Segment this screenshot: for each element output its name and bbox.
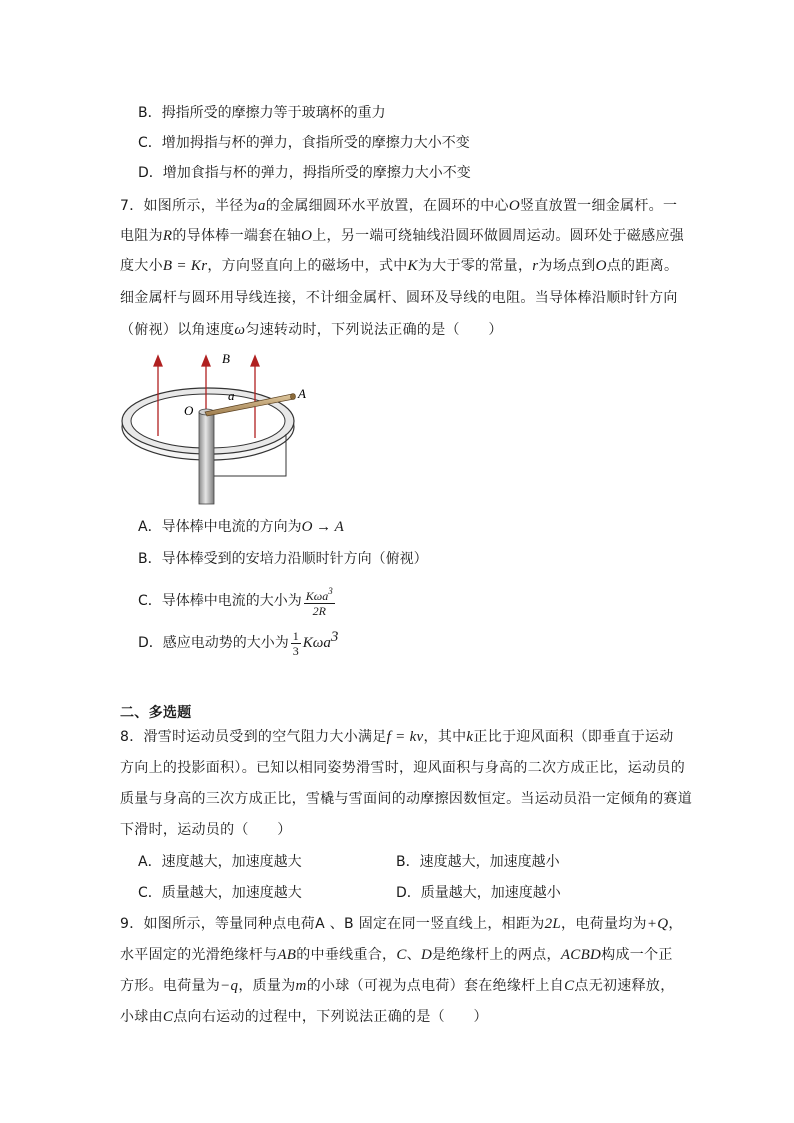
- q7-line-1: 7．如图所示，半径为a的金属细圆环水平放置，在圆环的中心O竖直放置一细金属杆。一: [120, 198, 678, 214]
- section-heading: 二、多选题: [120, 705, 192, 721]
- q8-line-3: 质量与身高的三次方成正比，雪橇与雪面间的动摩擦因数恒定。当运动员沿一定倾角的赛道: [120, 791, 692, 807]
- q6-option-b: B．拇指所受的摩擦力等于玻璃杯的重力: [138, 105, 386, 121]
- metal-rod: [199, 409, 214, 504]
- q7-line-2: 电阻为R的导体棒一端套在轴O上，另一端可绕轴线沿圆环做圆周运动。圆环处于磁感应强: [120, 228, 685, 244]
- q7-line-3: 度大小B = Kr，方向竖直向上的磁场中，式中K为大于零的常量，r为场点到O点的距离。: [120, 258, 679, 274]
- option-c-fraction: $\frac{K\omega a^3}{2R}$: [305, 586, 333, 618]
- formula-f-kv: f = kv: [386, 729, 424, 745]
- q8-option-a: A．速度越大，加速度越大: [138, 854, 302, 870]
- q8-option-d: D．质量越大，加速度越小: [396, 885, 561, 901]
- formula-b-kr: B = Kr: [162, 258, 208, 274]
- label-O: O: [184, 403, 194, 418]
- q9-line-3: 方形。电荷量为−q，质量为m的小球（可视为点电荷）套在绝缘杆上自C点无初速释放，: [120, 978, 675, 994]
- option-d-fraction: $\frac{1}{3}$: [292, 628, 299, 658]
- q7-option-c: C．导体棒中电流的大小为 $\frac{K\omega a^3}{2R}$: [138, 586, 333, 618]
- q8-line-4: 下滑时，运动员的（ ）: [120, 822, 292, 838]
- q6-option-c: C．增加拇指与杯的弹力，食指所受的摩擦力大小不变: [138, 135, 470, 151]
- q8-line-2: 方向上的投影面积）。已知以相同姿势滑雪时，迎风面积与身高的二次方成正比，运动员的: [120, 760, 685, 776]
- q8-line-1: 8．滑雪时运动员受到的空气阻力大小满足f = kv，其中k正比于迎风面积（即垂直于运动: [120, 729, 674, 745]
- ring-rod-figure: [116, 350, 306, 510]
- q7-line-4: 细金属杆与圆环用导线连接，不计细金属杆、圆环及导线的电阻。当导体棒沿顺时针方向: [120, 290, 678, 306]
- q7-option-a: A．导体棒中电流的方向为O → A: [138, 519, 344, 535]
- q7-option-b: B．导体棒受到的安培力沿顺时针方向（俯视）: [138, 551, 428, 567]
- label-B: B: [222, 351, 230, 366]
- q8-option-b: B．速度越大，加速度越小: [396, 854, 560, 870]
- label-a: a: [228, 388, 235, 403]
- q9-line-1: 9．如图所示，等量同种点电荷A 、B 固定在同一竖直线上，相距为2L，电荷量均为+Q，: [120, 916, 683, 932]
- q9-line-4: 小球由C点向右运动的过程中，下列说法正确的是（ ）: [120, 1009, 488, 1025]
- q8-option-c: C．质量越大，加速度越大: [138, 885, 302, 901]
- q7-option-d: D．感应电动势的大小为 $\frac{1}{3}$ Kωa$^3$: [138, 628, 339, 658]
- q7-line-5: （俯视）以角速度ω匀速转动时，下列说法正确的是（ ）: [120, 322, 503, 338]
- symbol-o: O: [508, 198, 520, 214]
- symbol-a: a: [257, 198, 266, 214]
- label-A: A: [298, 386, 306, 401]
- q6-option-d: D．增加食指与杯的弹力，拇指所受的摩擦力大小不变: [138, 165, 471, 181]
- q9-line-2: 水平固定的光滑绝缘杆与AB的中垂线重合，C、D是绝缘杆上的两点，ACBD构成一个正: [120, 947, 673, 963]
